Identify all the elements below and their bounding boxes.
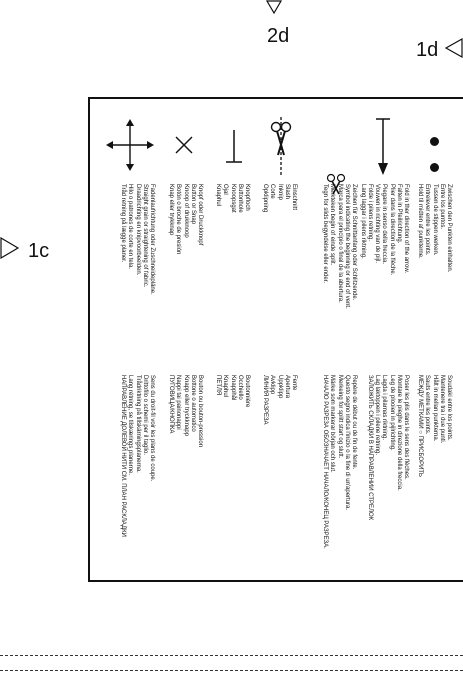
cut-line-dashed <box>0 655 463 656</box>
scissors-icon <box>270 117 292 177</box>
marker-1c-label: 1c <box>28 240 50 262</box>
section3-col2-text: Boutonnière Occhiello Knapphål Knaphul ПЕТЛЯ <box>215 375 250 408</box>
section3-col1-text: Knopfloch Buttonhole Knoopsgat Ojal Knaphul <box>215 184 250 213</box>
marker-1d-label: 1d <box>416 39 439 61</box>
cut-line-dashed <box>0 670 463 671</box>
button-cross-icon <box>174 135 194 155</box>
section4-col2-text: Bouton ou bouton-pression Bottone o automatico Knapp eller tryckknapp Nappi tai painonappi ПУГОВИЦА/КНОПКА <box>168 375 203 448</box>
triangle-right-marker-icon <box>0 237 20 259</box>
section1-col3-text: Soudaki entre los points. Mantenere tra i due punti. Hålt in mellan punkterna. Sauts entre les points. МЕЖДУ МЕТКАМИ ○ ПРИСБОРИТЬ <box>417 375 452 477</box>
section2-col2-text: Einschnitt Slash Inknip Corte Opklipning <box>262 184 297 213</box>
triangle-left-marker-icon <box>444 38 463 58</box>
section1-col2-text: Fold in ther direction of the arrow. Falten in Pfeilrichtung. Plier dans la direction de la flèche. Piegare in senso della freccia. Vouwen in richting van de pijl. Folde i pilens retning. Lang laggar i pilens riktning. <box>359 184 409 276</box>
section2-col1-text: Zeichen für Schnittanfang oder Schlitzende. Symbol indicating the beginning or end of vent. Marca para el principio o final de la abertura. Merkteken begin of einde split. Tegn for slids begyndelse eller ender. <box>322 184 357 309</box>
section5-col1-text: Fadenlaufrichtung oder Zuschneidepläne. Straight grain or straightening of fabric. Draadrichting en knipvoorbeelden. Hilo o patrones de corte en tela. Tråd retning på lægge planer. <box>120 184 155 295</box>
section1-col1-text: Zwischen den Punkten einhalten. Entre los puntos. Tussen de stippen werken. Entrelever entre les points. Hold til midten af punkterne. <box>417 184 452 273</box>
section5-col2-text: Sens du droit-fil voir les plans de coupe. Drittofilo o schemi per il taglio. Trådriktning på tillskärningsplanerna. Lang rétning, se tilskærings planerne. НАПРАВЛЕНИЕ ДОЛЕВОЙ НИТИ СМ. ПЛАН РАСКЛАДКИ <box>120 375 155 537</box>
dot-mark-icon <box>430 163 439 172</box>
grainline-arrows-icon <box>105 118 155 172</box>
section4-col1-text: Knopf oder Druckknopf Button or Snap Knoop of drukknoop Botón o broche de presión Knap eller trykknap <box>168 184 203 255</box>
buttonhole-icon <box>224 128 244 164</box>
triangle-down-marker-icon <box>266 0 282 14</box>
section1-col4-text: Poser les plis dans le sens des flèches. Montare le pieghe in direzione della freccia. Leg de plooien in pijlrichting. Lagda i pilarnas riktning. Lag laktoppen i pilene retning. ЗАЛОЖИТЬ СКЛАДКИ В НАПРАВЛЕНИИ СТРЕЛОК <box>366 375 409 521</box>
marker-2d-label: 2d <box>267 25 290 47</box>
section2-col4-text: Fente Apertura Uppklipp Avklipp ЛИНИЯ РАЗРЕЗА <box>262 375 297 425</box>
section2-col3-text: Repère de début ou de fin de fente. Questo segno indica l'inizio o la fine di un'apertura. Merkeing for splitt start og slutt. Märke som markerar början och slut. НАЧАЛО РАЗРЕЗА ОБОЗНАЧАЕТ НАЧАЛО/КОНЕЦ РАЗРЕЗА. <box>322 375 357 549</box>
fold-arrow-icon <box>374 117 392 177</box>
dot-mark-icon <box>430 137 439 146</box>
